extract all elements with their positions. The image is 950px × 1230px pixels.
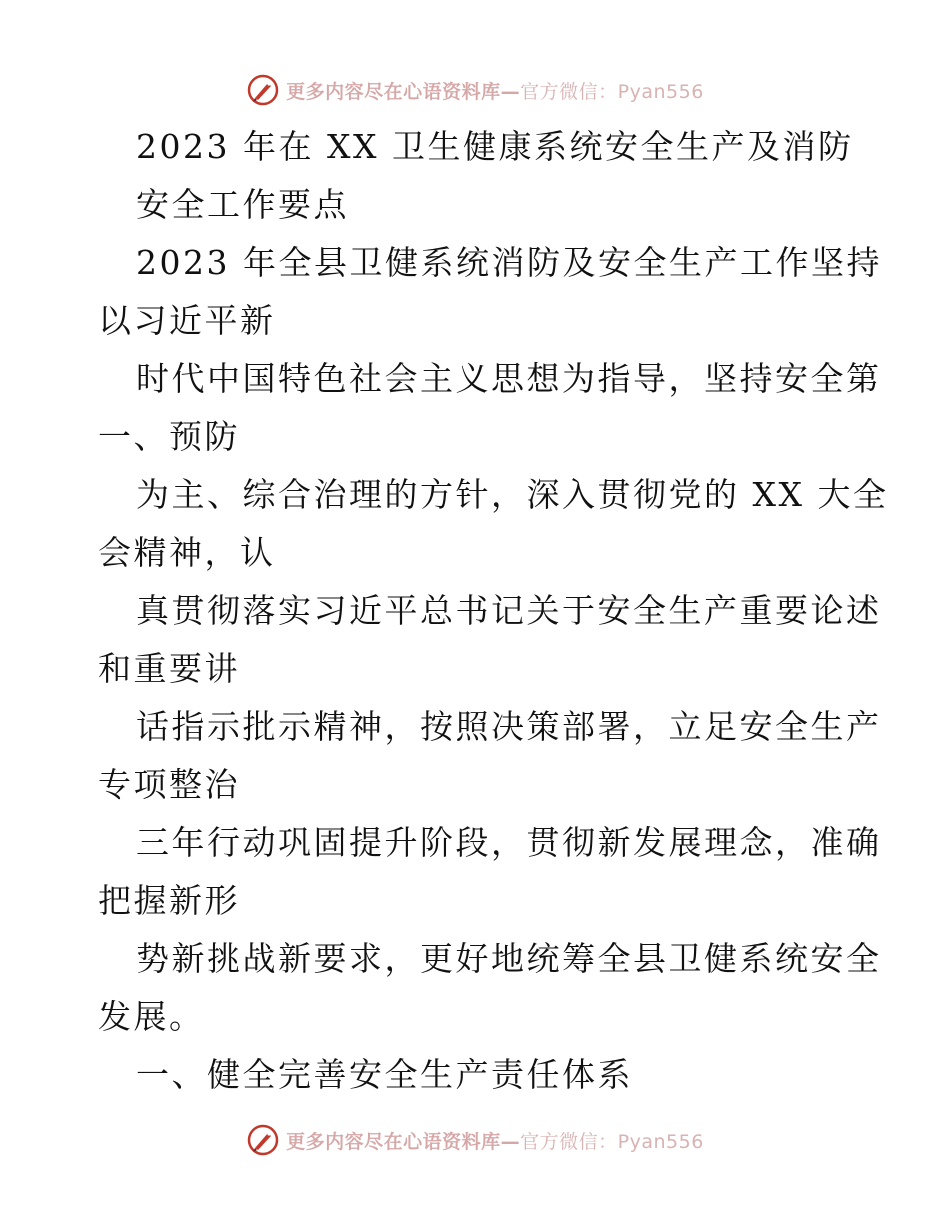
pen-logo-icon (246, 73, 280, 107)
doc-title-line-1: 2023 年在 XX 卫生健康系统安全生产及消防 (136, 127, 854, 166)
paragraph-line: 以习近平新 (98, 301, 276, 340)
paragraph-line: 话指示批示精神，按照决策部署，立足安全生产 (136, 707, 882, 746)
paragraph-line: 真贯彻落实习近平总书记关于安全生产重要论述 (136, 591, 882, 630)
pen-logo-icon (246, 1123, 280, 1157)
section-heading: 一、健全完善安全生产责任体系 (136, 1055, 633, 1094)
paragraph-line: 会精神，认 (98, 533, 276, 572)
paragraph-line: 发展。 (98, 997, 205, 1036)
watermark-text: 更多内容尽在心语资料库—官方微信：Pyan556 (286, 1130, 704, 1153)
paragraph-line: 专项整治 (98, 765, 240, 804)
footer-watermark (0, 1120, 950, 1160)
paragraph-line: 2023 年全县卫健系统消防及安全生产工作坚持 (136, 243, 882, 282)
paragraph-line: 把握新形 (98, 881, 240, 920)
paragraph-line: 为主、综合治理的方针，深入贯彻党的 XX 大全 (136, 475, 889, 514)
paragraph-line: 时代中国特色社会主义思想为指导，坚持安全第 (136, 359, 882, 398)
paragraph-line: 三年行动巩固提升阶段，贯彻新发展理念，准确 (136, 823, 882, 862)
doc-title-line-2: 安全工作要点 (136, 185, 349, 224)
paragraph-line: 势新挑战新要求，更好地统筹全县卫健系统安全 (136, 939, 882, 978)
paragraph-line: 和重要讲 (98, 649, 240, 688)
watermark-text: 更多内容尽在心语资料库—官方微信：Pyan556 (286, 80, 704, 103)
header-watermark (0, 70, 950, 110)
paragraph-line: 一、预防 (98, 417, 240, 456)
document-body (98, 118, 889, 1104)
